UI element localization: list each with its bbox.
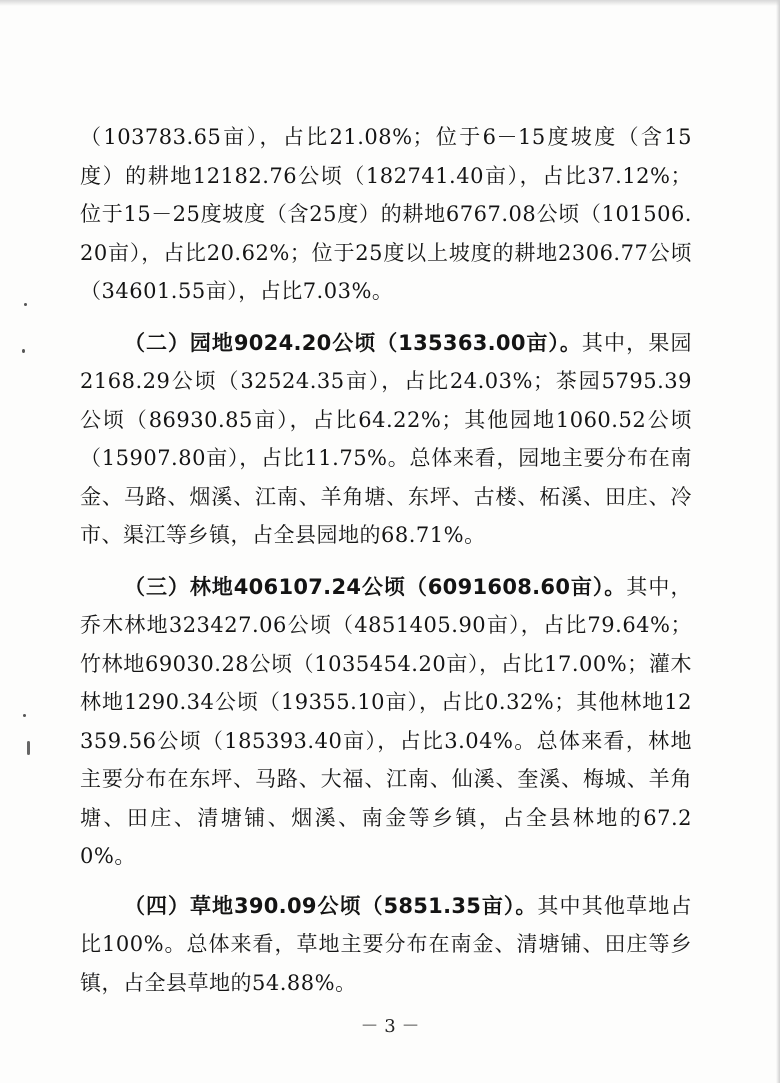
section-body-forest-land: 其中，乔木林地323427.06公顷（4851405.90亩），占比79.64%；竹林地69030.28公顷（1035454.20亩），占比17.00%；灌木林地1290.34公顷（19355.10亩），占比0.32%；其他林地12359.56公顷（185393.40亩），占比3.04%。总体来看，林地主要分布在东坪、马路、大福、江南、仙溪、奎溪、梅城、羊角塘、田庄、清塘铺、烟溪、南金等乡镇，占全县林地的67.20%。 <box>80 574 693 868</box>
section-body-grassland: 其中其他草地占比100%。总体来看，草地主要分布在南金、清塘铺、田庄等乡镇，占全县草地的54.88%。 <box>80 893 692 995</box>
paragraph-forest-land <box>80 568 692 876</box>
scan-speck <box>22 349 25 353</box>
paragraph-garden-land <box>80 324 692 555</box>
section-body-garden-land: 其中，果园2168.29公顷（32524.35亩），占比24.03%；茶园5795.39公顷（86930.85亩），占比64.22%；其他园地1060.52公顷（15907.80亩），占比11.75%。总体来看，园地主要分布在南金、马路、烟溪、江南、羊角塘、东坪、古楼、柘溪、田庄、冷市、渠江等乡镇，占全县园地的68.71%。 <box>80 330 693 547</box>
section-heading-forest-land: （三）林地406107.24公顷（6091608.60亩）。 <box>124 574 627 599</box>
paragraph-cultivated-land-continued: （103783.65亩），占比21.08%；位于6－15度坡度（含15度）的耕地12182.76公顷（182741.40亩），占比37.12%；位于15－25度坡度（含25度）的耕地6767.08公顷（101506.20亩），占比20.62%；位于25度以上坡度的耕地2306.77公顷（34601.55亩），占比7.03%。 <box>80 125 692 303</box>
document-body <box>80 118 692 1002</box>
section-heading-grassland: （四）草地390.09公顷（5851.35亩）。 <box>124 893 538 918</box>
scan-top-shadow <box>0 0 780 6</box>
scan-speck <box>24 303 27 306</box>
page-number: － 3 － <box>360 1016 420 1037</box>
section-heading-garden-land: （二）园地9024.20公顷（135363.00亩）。 <box>124 330 582 355</box>
scan-right-edge <box>776 0 780 1083</box>
scan-speck <box>27 741 30 755</box>
paragraph-grassland <box>80 887 692 1003</box>
scan-speck <box>23 714 26 717</box>
